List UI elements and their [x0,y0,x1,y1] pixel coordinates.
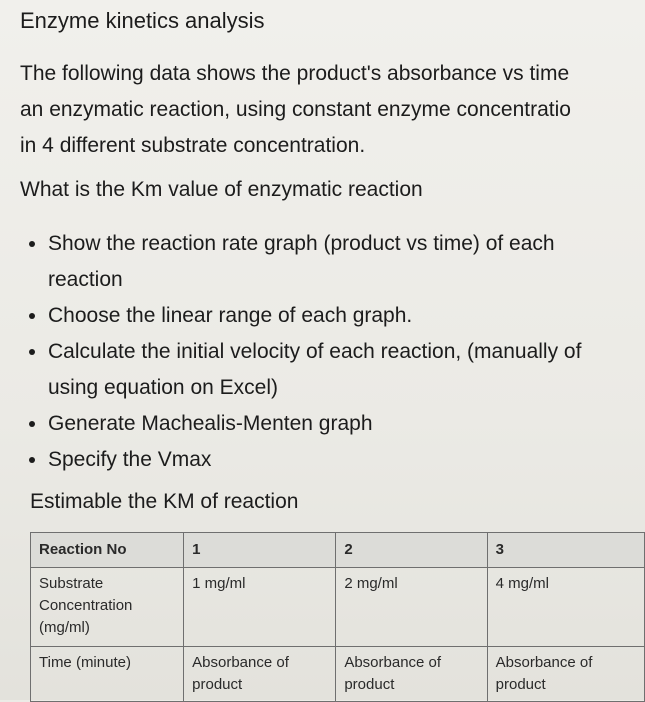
table-row [31,647,645,702]
intro-line: in 4 different substrate concentration. [20,134,366,157]
bullet-icon [29,241,35,247]
table-header-row [31,533,645,568]
bullet-icon [29,421,35,427]
table-row-label: Time (minute) [31,647,184,702]
table-cell: 2 mg/ml [336,568,487,647]
question-text: What is the Km value of enzymatic reaction [20,178,423,201]
document-title: Enzyme kinetics analysis [20,8,265,33]
cell-line: Absorbance of [495,654,593,671]
cell-line: Absorbance of [344,654,442,671]
intro-line: an enzymatic reaction, using constant enzyme concentratio [20,98,571,121]
task-item [20,442,645,478]
task-item [20,334,645,406]
bullet-icon [29,457,35,463]
cell-line: product [495,676,546,693]
table-cell: 1 mg/ml [184,568,336,647]
task-list [20,226,645,478]
table-cell [487,647,644,702]
cell-line: Absorbance of [192,654,289,671]
bullet-icon [29,349,35,355]
table-row-label [31,568,184,647]
cell-line: product [192,676,243,693]
cell-line: product [344,676,395,693]
task-text: Show the reaction rate graph (product vs time) of each [48,232,555,255]
bullet-icon [29,313,35,319]
table-header-cell: 1 [184,533,336,568]
estimate-text: Estimable the KM of reaction [30,490,299,513]
table-header-cell: 2 [336,533,487,568]
table-row [31,568,645,647]
task-text: Choose the linear range of each graph. [48,304,413,327]
label-line: Concentration [39,597,133,614]
task-item [20,406,645,442]
table-cell: 4 mg/ml [487,568,644,647]
task-item [20,298,645,334]
intro-line: The following data shows the product's absorbance vs time [20,62,570,85]
task-text-continued: reaction [48,268,123,291]
label-line: Substrate [39,575,104,592]
task-text-continued: using equation on Excel) [48,376,278,399]
table-header-cell: 3 [487,533,644,568]
data-table [30,532,645,702]
table-header-cell: Reaction No [31,533,184,568]
table-cell [336,647,487,702]
label-line: (mg/ml) [39,619,90,636]
task-item [20,226,645,298]
task-text: Calculate the initial velocity of each reaction, (manually of [48,340,582,363]
intro-paragraph [20,56,645,164]
task-text: Generate Machealis-Menten graph [48,412,373,435]
task-text: Specify the Vmax [48,448,212,471]
table-cell [184,647,336,702]
